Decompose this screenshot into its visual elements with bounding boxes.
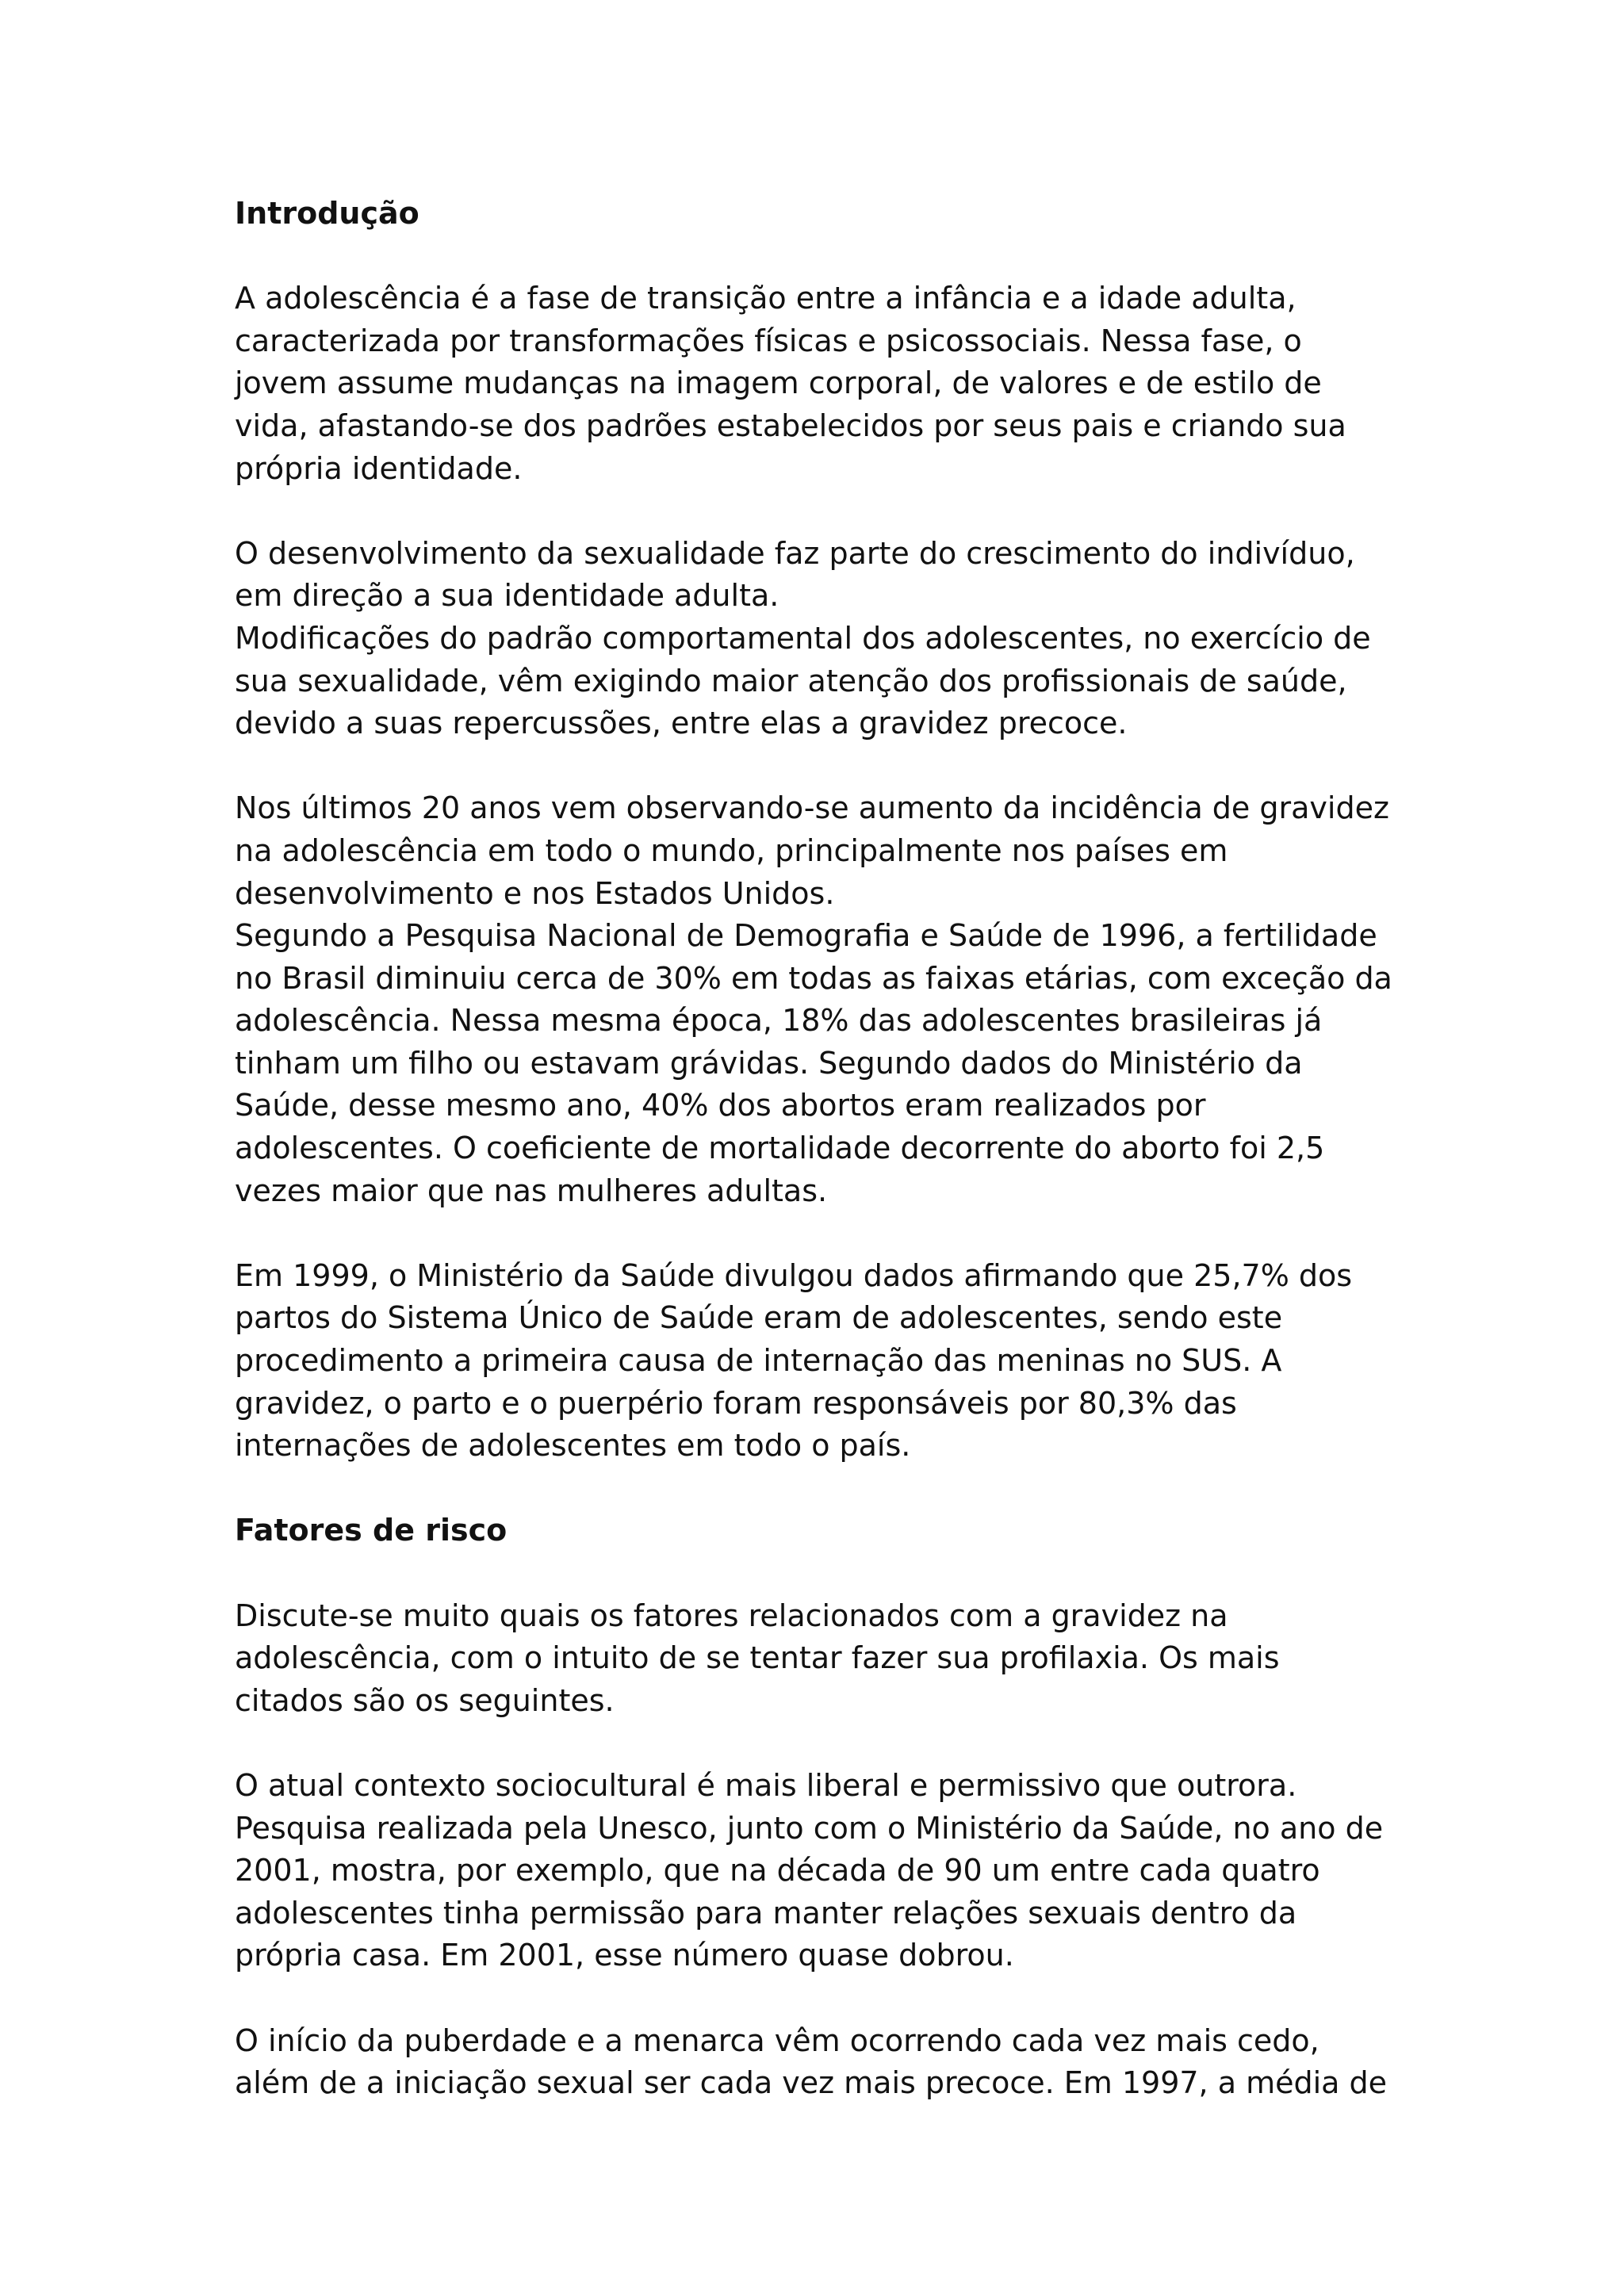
paragraph-spacer (235, 745, 1424, 788)
text-line: no Brasil diminuiu cerca de 30% em todas as faixas etárias, com exceção da (235, 960, 1392, 996)
text-line: A adolescência é a fase de transição entre a infância e a idade adulta, (235, 281, 1297, 316)
text-line: além de a iniciação sexual ser cada vez mais precoce. Em 1997, a média de (235, 2065, 1388, 2101)
text-line: gravidez, o parto e o puerpério foram responsáveis por 80,3% das (235, 1385, 1237, 1421)
text-line: partos do Sistema Único de Saúde eram de adolescentes, sendo este (235, 1300, 1283, 1336)
paragraph-1999 (235, 1255, 1424, 1468)
heading-text: Introdução (235, 196, 419, 231)
text-line: jovem assume mudanças na imagem corporal, de valores e de estilo de (235, 365, 1322, 401)
text-line: adolescência, com o intuito de se tentar fazer sua profilaxia. Os mais (235, 1640, 1280, 1676)
text-line: na adolescência em todo o mundo, principalmente nos países em (235, 832, 1228, 868)
paragraph-contexto-sociocultural (235, 1765, 1424, 1977)
text-line: O atual contexto sociocultural é mais liberal e permissivo que outrora. (235, 1767, 1297, 1803)
text-line: tinham um filho ou estavam grávidas. Segundo dados do Ministério da (235, 1045, 1303, 1081)
text-line: Pesquisa realizada pela Unesco, junto com o Ministério da Saúde, no ano de (235, 1810, 1384, 1846)
paragraph-spacer (235, 1977, 1424, 2020)
text-line: adolescência. Nessa mesma época, 18% das adolescentes brasileiras já (235, 1003, 1323, 1039)
text-line: Saúde, desse mesmo ano, 40% dos abortos eram realizados por (235, 1088, 1206, 1123)
text-line: desenvolvimento e nos Estados Unidos. (235, 875, 835, 911)
paragraph-spacer (235, 1468, 1424, 1510)
text-line: sua sexualidade, vêm exigindo maior atenção dos profissionais de saúde, (235, 663, 1347, 698)
heading-text: Fatores de risco (235, 1513, 508, 1548)
paragraph-spacer (235, 1722, 1424, 1765)
text-line: caracterizada por transformações físicas e psicossociais. Nessa fase, o (235, 323, 1302, 358)
text-line: Em 1999, o Ministério da Saúde divulgou dados afirmando que 25,7% dos (235, 1257, 1353, 1293)
paragraph-spacer (235, 235, 1424, 278)
paragraph-spacer (235, 1552, 1424, 1595)
document-body (235, 193, 1424, 2105)
text-line: vezes maior que nas mulheres adultas. (235, 1173, 828, 1208)
paragraph-adolescencia (235, 277, 1424, 490)
text-line: própria casa. Em 2001, esse número quase dobrou. (235, 1938, 1014, 1973)
text-line: citados são os seguintes. (235, 1682, 615, 1718)
text-line: em direção a sua identidade adulta. (235, 578, 779, 614)
text-line: Modificações do padrão comportamental dos adolescentes, no exercício de (235, 620, 1371, 656)
paragraph-pesquisa-nacional (235, 915, 1424, 1212)
text-line: internações de adolescentes em todo o país. (235, 1428, 911, 1464)
paragraph-discute-se (235, 1595, 1424, 1723)
text-line: Discute-se muito quais os fatores relacionados com a gravidez na (235, 1598, 1228, 1633)
paragraph-puberdade (235, 2020, 1424, 2105)
section-heading-introducao (235, 193, 1424, 235)
text-line: própria identidade. (235, 450, 523, 486)
section-heading-fatores-de-risco (235, 1510, 1424, 1552)
paragraph-ultimos-anos (235, 787, 1424, 915)
text-line: adolescentes. O coeficiente de mortalidade decorrente do aborto foi 2,5 (235, 1131, 1325, 1166)
text-line: Nos últimos 20 anos vem observando-se aumento da incidência de gravidez (235, 790, 1389, 826)
text-line: O desenvolvimento da sexualidade faz parte do crescimento do indivíduo, (235, 535, 1355, 571)
paragraph-spacer (235, 490, 1424, 533)
text-line: adolescentes tinha permissão para manter relações sexuais dentro da (235, 1895, 1297, 1931)
text-line: O início da puberdade e a menarca vêm ocorrendo cada vez mais cedo, (235, 2022, 1320, 2058)
text-line: Segundo a Pesquisa Nacional de Demografia e Saúde de 1996, a fertilidade (235, 918, 1377, 954)
paragraph-spacer (235, 1212, 1424, 1255)
text-line: procedimento a primeira causa de internação das meninas no SUS. A (235, 1343, 1282, 1379)
paragraph-modificacoes (235, 618, 1424, 745)
paragraph-sexualidade (235, 533, 1424, 618)
text-line: 2001, mostra, por exemplo, que na década de 90 um entre cada quatro (235, 1853, 1320, 1888)
text-line: vida, afastando-se dos padrões estabelecidos por seus pais e criando sua (235, 408, 1346, 443)
text-line: devido a suas repercussões, entre elas a gravidez precoce. (235, 706, 1128, 741)
